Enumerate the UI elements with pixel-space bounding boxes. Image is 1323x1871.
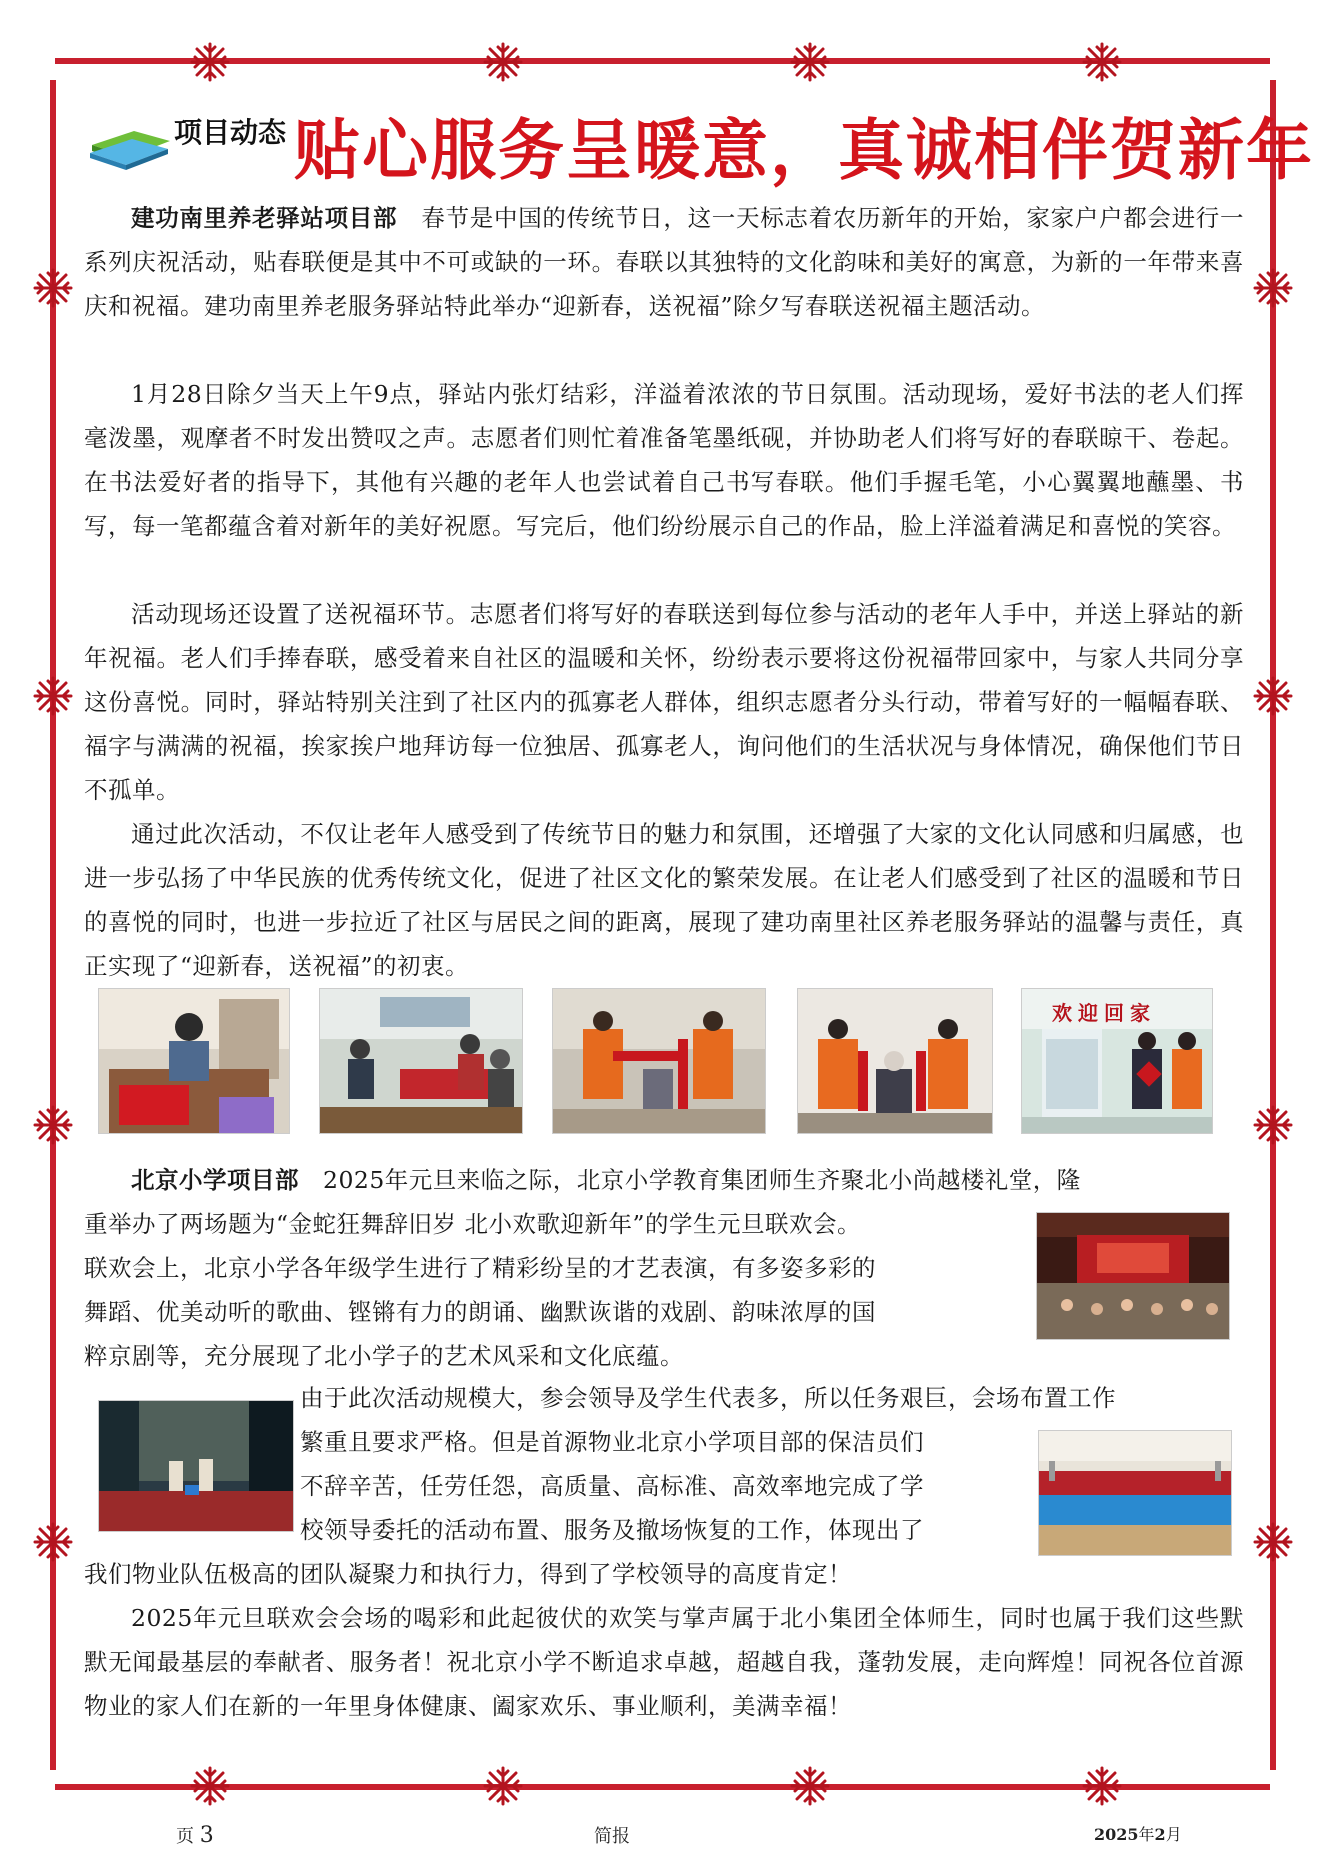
article1-paragraph-2: 1月28日除夕当天上午9点，驿站内张灯结彩，洋溢着浓浓的节日氛围。活动现场，爱好书法的老人们挥毫泼墨，观摩者不时发出赞叹之声。志愿者们则忙着准备笔墨纸砚，并协助老人们将写好的春联晾干、卷起。在书法爱好者的指导下，其他有兴趣的老年人也尝试着自己书写春联。他们手握毛笔，小心翼翼地蘸墨、书写，每一笔都蕴含着对新年的美好祝愿。写完后，他们纷纷展示自己的作品，脸上洋溢着满足和喜悦的笑容。 xyxy=(84,380,1244,540)
article2-line-10: 我们物业队伍极高的团队凝聚力和执行力，得到了学校领导的高度肯定！ xyxy=(84,1560,852,1588)
footer-date: 2025年2月 xyxy=(1094,1825,1182,1844)
photo-volunteers-couplets xyxy=(552,988,766,1134)
snowflake-icon xyxy=(33,676,73,716)
section-label: 项目动态 xyxy=(174,116,287,149)
snowflake-icon xyxy=(483,42,523,82)
article2-line-6: 由于此次活动规模大，参会领导及学生代表多，所以任务艰巨，会场布置工作 xyxy=(300,1384,1116,1412)
article2-line-1: 北京小学项目部 2025年元旦来临之际，北京小学教育集团师生齐聚北小尚越楼礼堂，隆 xyxy=(131,1166,1081,1194)
snowflake-icon xyxy=(1082,1766,1122,1806)
photo-auditorium-seats xyxy=(1038,1430,1232,1556)
welcome-sign: 欢迎回家 xyxy=(1052,1001,1156,1025)
snowflake-icon xyxy=(790,1766,830,1806)
footer-page: 页 3 xyxy=(176,1823,214,1848)
article2-org: 北京小学项目部 xyxy=(131,1166,299,1194)
snowflake-icon xyxy=(190,1766,230,1806)
snowflake-icon xyxy=(33,1522,73,1562)
frame-right xyxy=(1270,80,1276,1770)
photo-home-visit xyxy=(797,988,993,1134)
article2-line-8: 不辞辛苦，任劳任怨，高质量、高标准、高效率地完成了学 xyxy=(300,1472,924,1500)
photo-calligraphy xyxy=(98,988,290,1134)
page-header xyxy=(88,95,1314,189)
books-icon xyxy=(88,115,172,171)
frame-left xyxy=(50,80,56,1770)
article2-line-2: 重举办了两场题为“金蛇狂舞辞旧岁 北小欢歌迎新年”的学生元旦联欢会。 xyxy=(84,1210,861,1238)
snowflake-icon xyxy=(33,1105,73,1145)
article2-line-5: 粹京剧等，充分展现了北小学子的艺术风采和文化底蕴。 xyxy=(84,1342,684,1370)
page-number: 3 xyxy=(199,1823,214,1848)
snowflake-icon xyxy=(190,42,230,82)
snowflake-icon xyxy=(790,42,830,82)
photo-stage-setup xyxy=(98,1400,294,1532)
photo-welcome-home xyxy=(1021,988,1213,1134)
article2-paragraph-3: 2025年元旦联欢会会场的喝彩和此起彼伏的欢笑与掌声属于北小集团全体师生，同时也属于我们这些默默无闻最基层的奉献者、服务者！祝北京小学不断追求卓越，超越自我，蓬勃发展，走向辉煌！同祝各位首源物业的家人们在新的一年里身体健康、阖家欢乐、事业顺利，美满幸福！ xyxy=(84,1604,1244,1720)
article1-paragraph-1: 建功南里养老驿站项目部 春节是中国的传统节日，这一天标志着农历新年的开始，家家户户都会进行一系列庆祝活动，贴春联便是其中不可或缺的一环。春联以其独特的文化韵味和美好的寓意，为新的一年带来喜庆和祝福。建功南里养老服务驿站特此举办“迎新春，送祝福”除夕写春联送祝福主题活动。 xyxy=(84,204,1245,320)
photo-elders-writing xyxy=(319,988,523,1134)
article2-line-9: 校领导委托的活动布置、服务及撤场恢复的工作，体现出了 xyxy=(300,1516,924,1544)
snowflake-icon xyxy=(33,268,73,308)
snowflake-icon xyxy=(1253,1522,1293,1562)
snowflake-icon xyxy=(1082,42,1122,82)
article1-org: 建功南里养老驿站项目部 xyxy=(131,204,398,232)
snowflake-icon xyxy=(1253,268,1293,308)
article2-line-3: 联欢会上，北京小学各年级学生进行了精彩纷呈的才艺表演，有多姿多彩的 xyxy=(84,1254,876,1282)
article2-line-4: 舞蹈、优美动听的歌曲、铿锵有力的朗诵、幽默诙谐的戏剧、韵味浓厚的国 xyxy=(84,1298,876,1326)
photo-new-year-gala xyxy=(1036,1212,1230,1340)
footer-center: 简报 xyxy=(594,1826,630,1847)
article2-line-7: 繁重且要求严格。但是首源物业北京小学项目部的保洁员们 xyxy=(300,1428,924,1456)
article1-paragraph-3: 活动现场还设置了送祝福环节。志愿者们将写好的春联送到每位参与活动的老年人手中，并送上驿站的新年祝福。老人们手捧春联，感受着来自社区的温暖和关怀，纷纷表示要将这份祝福带回家中，与家人共同分享这份喜悦。同时，驿站特别关注到了社区内的孤寡老人群体，组织志愿者分头行动，带着写好的一幅幅春联、福字与满满的祝福，挨家挨户地拜访每一位独居、孤寡老人，询问他们的生活状况与身体情况，确保他们节日不孤单。 xyxy=(84,600,1244,804)
page-title: 贴心服务呈暖意，真诚相伴贺新年 xyxy=(294,112,1314,189)
snowflake-icon xyxy=(483,1766,523,1806)
snowflake-icon xyxy=(1253,676,1293,716)
snowflake-icon xyxy=(1253,1105,1293,1145)
article1-paragraph-4: 通过此次活动，不仅让老年人感受到了传统节日的魅力和氛围，还增强了大家的文化认同感和归属感，也进一步弘扬了中华民族的优秀传统文化，促进了社区文化的繁荣发展。在让老人们感受到了社区的温暖和节日的喜悦的同时，也进一步拉近了社区与居民之间的距离，展现了建功南里社区养老服务驿站的温馨与责任，真正实现了“迎新春，送祝福”的初衷。 xyxy=(84,820,1244,980)
